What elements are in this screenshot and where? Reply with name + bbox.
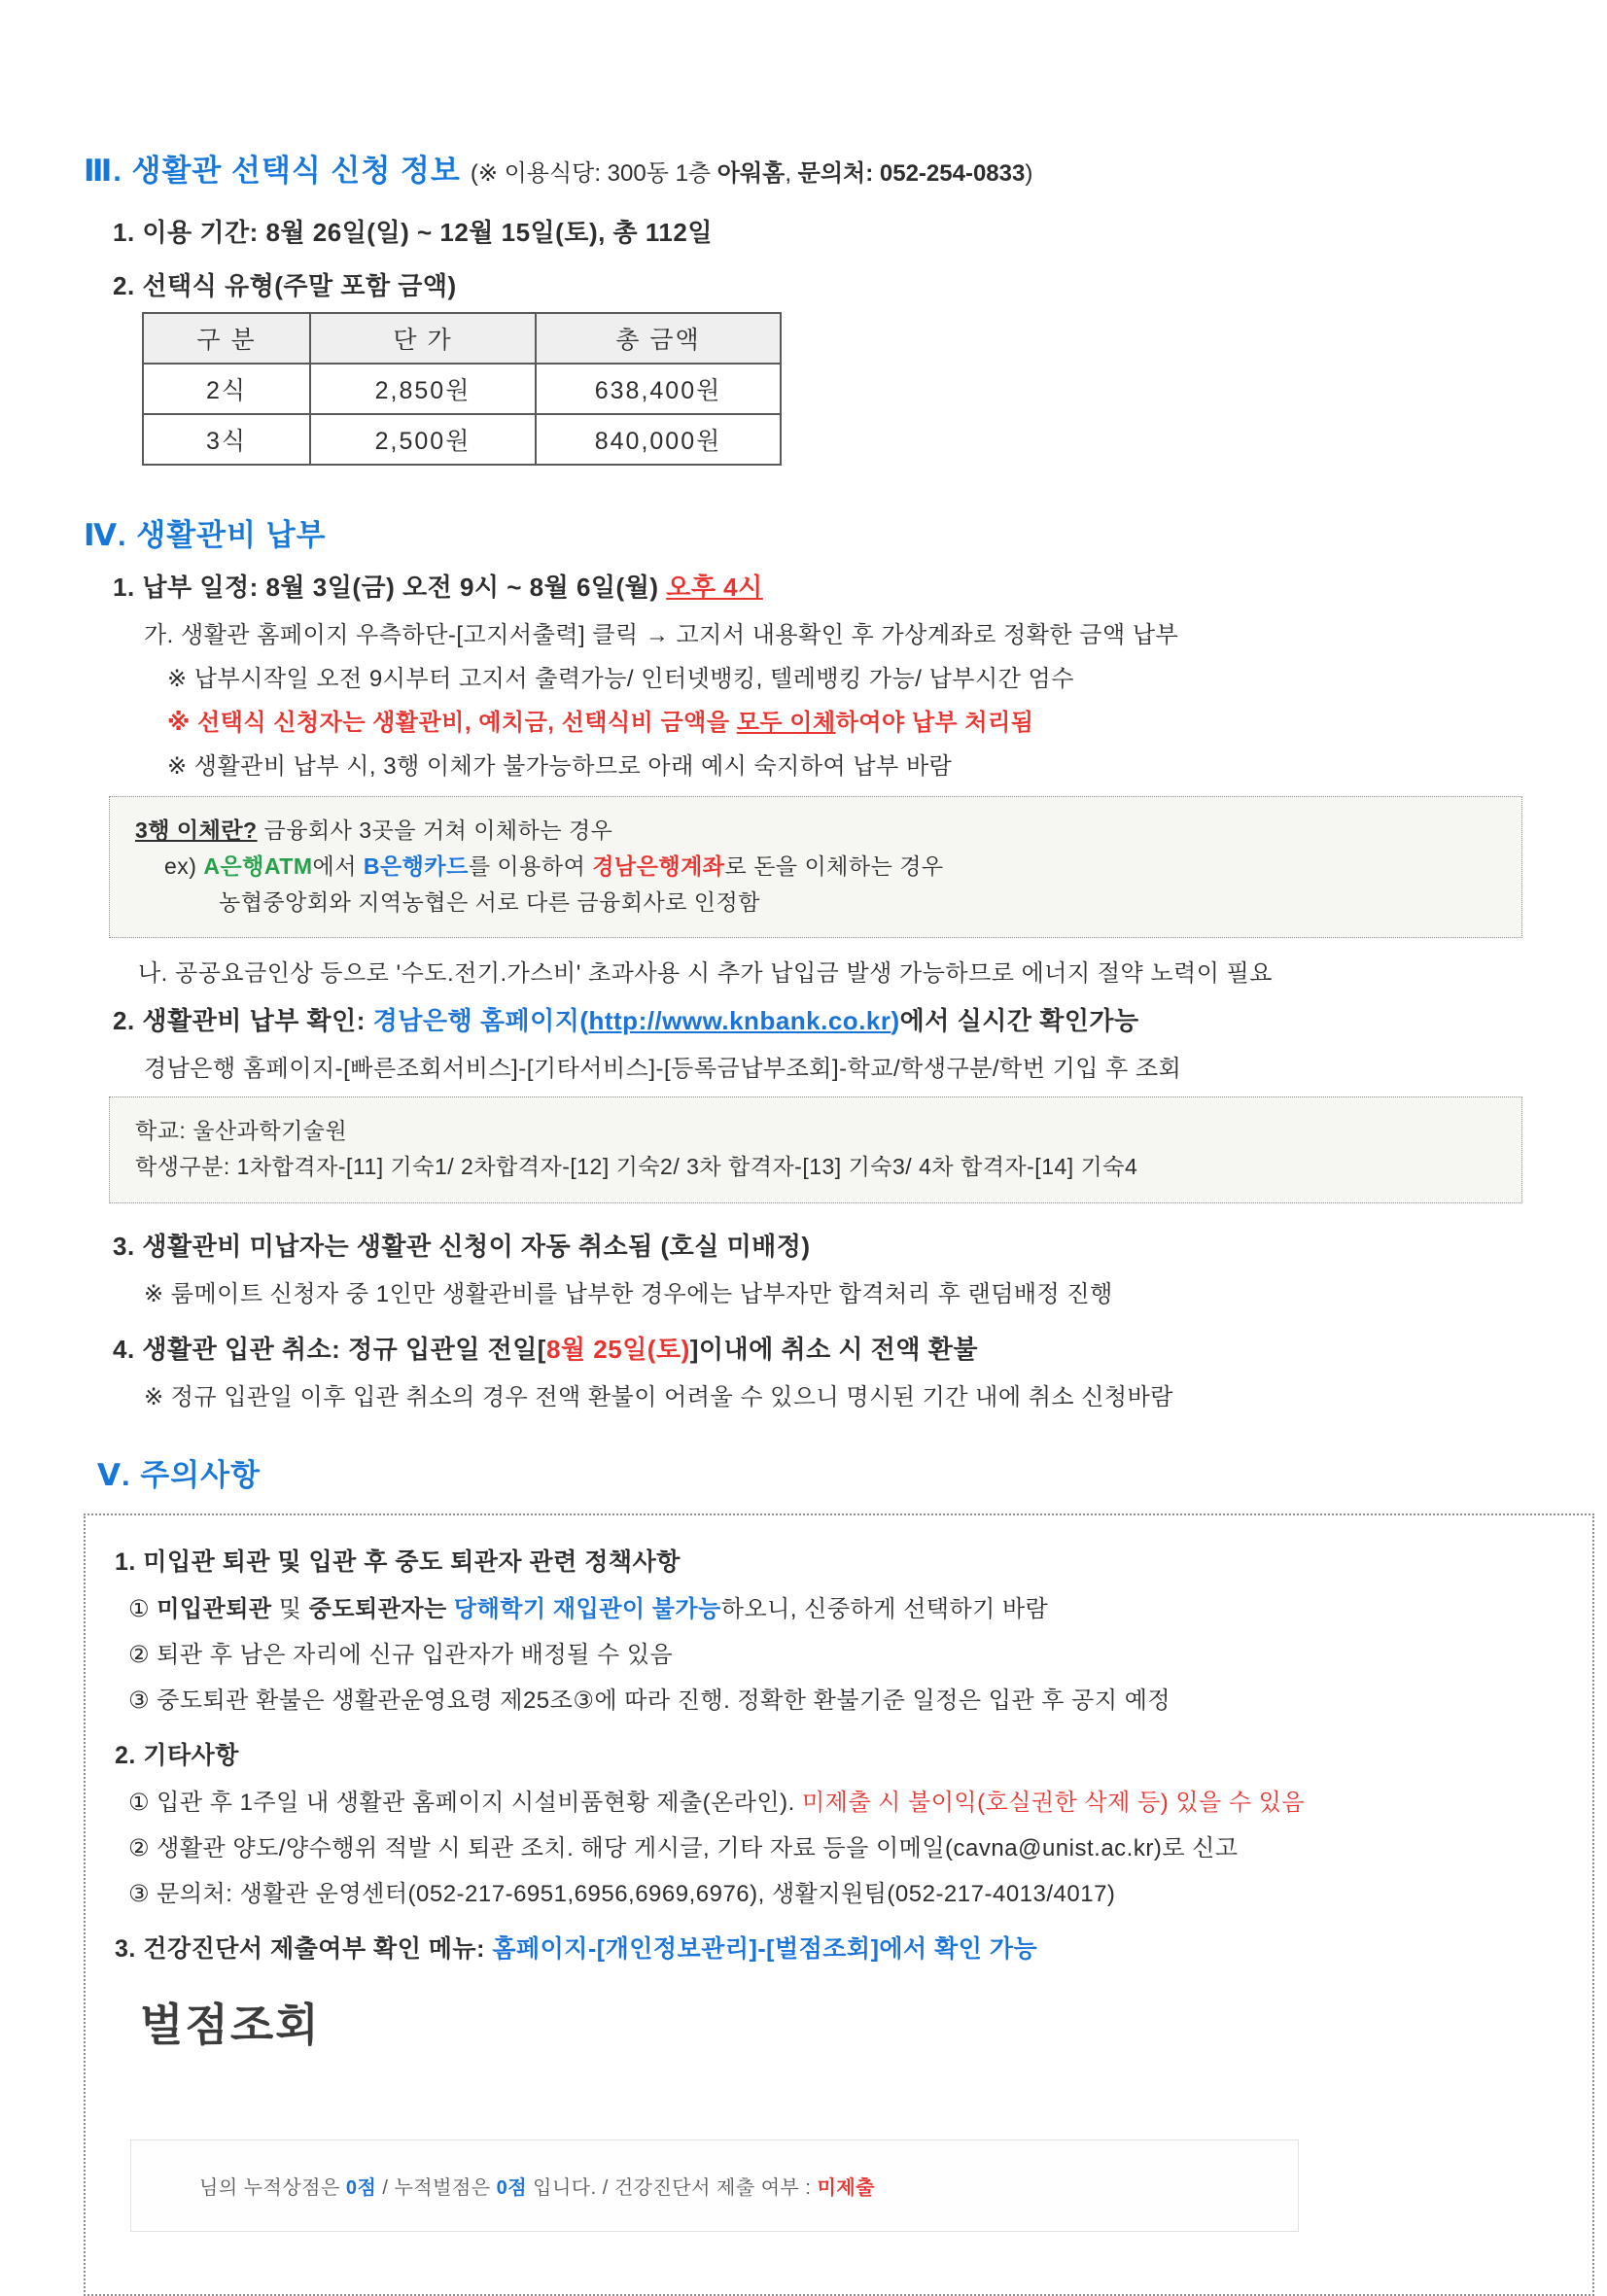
payment-check-item (113, 1001, 1568, 1037)
etc-sub-1 (128, 1783, 1573, 1817)
section3-note-close: ) (1025, 160, 1033, 187)
status-text-2: / 누적벌점은 (376, 2176, 497, 2199)
payment-schedule-text: 1. 납부 일정: 8월 3일(금) 오전 9시 ~ 8월 6일(월) (113, 573, 667, 602)
nonghyup-note-line: 농협중앙회와 지역농협은 서로 다른 금융회사로 인정함 (219, 888, 760, 915)
student-category-line: 학생구분: 1차합격자-[11] 기숙1/ 2차합격자-[12] 기숙2/ 3차 합격자-[13] 기숙3/ 4차 합격자-[14] 기숙4 (135, 1154, 1138, 1180)
transfer-definition-line (135, 813, 1496, 849)
contact-phone: 문의처: 052-254-0833 (797, 160, 1026, 187)
status-text-1: 님의 누적상점은 (199, 2176, 346, 2199)
col-header-total: 총 금액 (536, 313, 781, 364)
non-submission-penalty: 미제출 시 불이익(호실권한 삭제 등) 있을 수 있음 (801, 1789, 1306, 1816)
knbank-url-link[interactable]: http://www.knbank.co.kr (588, 1006, 891, 1036)
col-header-unit-price: 단 가 (310, 313, 536, 364)
status-text-3: 입니다. / 건강진단서 제출 여부 : (527, 2176, 818, 2199)
policy-sub-1 (128, 1589, 1573, 1623)
section5-title: Ⅴ. 주의사항 (97, 1457, 262, 1492)
cell-category: 3식 (143, 414, 310, 465)
payment-check-label: 2. 생활관비 납부 확인: (113, 1006, 373, 1036)
etc-sub-3: ③ 문의처: 생활관 운영센터(052-217-6951,6956,6969,6976), 생활지원팀(052-217-4013/4017) (128, 1880, 1116, 1907)
merit-points-value: 0점 (345, 2176, 377, 2199)
meal-price-table (142, 312, 782, 466)
penalty-points-value: 0점 (496, 2176, 528, 2199)
restaurant-name: 아워홈 (716, 160, 786, 187)
cell-total: 638,400원 (536, 364, 781, 414)
policy-sub-1-t2 (447, 1596, 454, 1622)
roommate-note: ※ 룸메이트 신청자 중 1인만 생활관비를 납부한 경우에는 납부자만 합격처리 후 랜덤배정 진행 (144, 1280, 1113, 1307)
auto-cancel-item: 3. 생활관비 미납자는 생활관 신청이 자동 취소됨 (호실 미배정) (113, 1231, 811, 1261)
policy-sub-2: ② 퇴관 후 남은 자리에 신규 입관자가 배정될 수 있음 (128, 1641, 674, 1668)
circ-1: ① (128, 1595, 157, 1622)
penalty-status-box (130, 2139, 1299, 2232)
col-header-category: 구 분 (143, 313, 310, 364)
bank-a-atm: A은행ATM (203, 852, 313, 879)
payment-note-2-suffix: 하여야 납부 처리됨 (835, 710, 1034, 736)
health-check-menu-path: 홈페이지-[개인정보관리]-[벌점조회]에서 확인 가능 (492, 1934, 1038, 1963)
cancel-deadline-date: 8월 25일(토) (545, 1334, 690, 1364)
knbank-site-close: ) (891, 1006, 900, 1036)
cancel-refund-item (113, 1330, 1568, 1366)
health-check-item (115, 1930, 1573, 1965)
payment-deadline-time: 오후 4시 (666, 573, 763, 602)
meal-type-item: 2. 선택식 유형(주말 포함 금액) (113, 271, 457, 300)
transfer-all-emphasis: 모두 이체 (736, 710, 836, 736)
payment-note-3: ※ 생활관비 납부 시, 3행 이체가 불가능하므로 아래 예시 숙지하여 납부 바람 (167, 753, 953, 780)
three-bank-transfer-box (109, 796, 1522, 938)
example-text-2: 를 이용하여 (468, 852, 593, 879)
refund-warning-note: ※ 정규 입관일 이후 입관 취소의 경우 전액 환불이 어려울 수 있으니 명시된 기간 내에 취소 신청바람 (144, 1383, 1173, 1410)
caution-outer-box (84, 1513, 1594, 2296)
table-row (143, 414, 781, 465)
usage-period-item: 1. 이용 기간: 8월 26일(일) ~ 12월 15일(토), 총 112일 (113, 218, 713, 247)
payment-note-2-text: ※ 선택식 신청자는 생활관비, 예치금, 선택식비 금액을 (167, 710, 737, 736)
example-text-1: 에서 (312, 852, 364, 879)
policy-sub-1-t3: 하오니, 신중하게 선택하기 바람 (720, 1595, 1049, 1622)
penalty-page-title: 벌점조회 (140, 1999, 321, 2050)
etc-sub-2: ② 생활관 양도/양수행위 적발 시 퇴관 조치. 해당 게시글, 기타 자료 등을 이메일(cavna@unist.ac.kr)로 신고 (128, 1834, 1239, 1861)
cell-unit-price: 2,850원 (310, 364, 536, 414)
section3-note-sep: , (785, 160, 798, 187)
knb-account: 경남은행계좌 (592, 852, 725, 879)
policy-sub-1-t1: 및 (271, 1595, 309, 1622)
section3-note (471, 154, 1033, 188)
transfer-example-line (135, 849, 1496, 885)
mid-leave-term: 중도퇴관자는 (308, 1595, 447, 1622)
transfer-definition-text: 금융회사 3곳을 거쳐 이체하는 경우 (257, 818, 613, 843)
payment-note-1: ※ 납부시작일 오전 9시부터 고지서 출력가능/ 인터넷뱅킹, 텔레뱅킹 가능/ 납부시간 엄수 (167, 666, 1074, 692)
example-prefix: ex) (164, 852, 204, 879)
section3-note-text: (※ 이용식당: 300동 1층 (470, 160, 717, 187)
cell-total: 840,000원 (536, 414, 781, 465)
health-check-label: 3. 건강진단서 제출여부 확인 메뉴: (115, 1934, 493, 1963)
school-line: 학교: 울산과학기술원 (135, 1118, 348, 1144)
transfer-term: 3행 이체란? (135, 818, 258, 843)
etc-item-title: 2. 기타사항 (115, 1741, 239, 1769)
etc-sub-1-text: ① 입관 후 1주일 내 생활관 홈페이지 시설비품현황 제출(온라인). (128, 1789, 802, 1816)
cancel-refund-suffix: ]이내에 취소 시 전액 환불 (689, 1334, 978, 1364)
health-form-status: 미제출 (817, 2176, 875, 2199)
cell-category: 2식 (143, 364, 310, 414)
knbank-menu-path: 경남은행 홈페이지-[빠른조회서비스]-[기타서비스]-[등록금납부조회]-학교/학생구분/학번 기입 후 조회 (144, 1056, 1182, 1083)
no-entry-term: 미입관퇴관 (157, 1595, 272, 1622)
knbank-site-label: 경남은행 홈페이지( (372, 1006, 589, 1036)
cell-unit-price: 2,500원 (310, 414, 536, 465)
reentry-impossible-emphasis: 당해학기 재입관이 불가능 (453, 1595, 721, 1622)
policy-sub-3: ③ 중도퇴관 환불은 생활관운영요령 제25조③에 따라 진행. 정확한 환불기준 일정은 입관 후 공지 예정 (128, 1687, 1171, 1714)
school-code-box (109, 1096, 1522, 1203)
payment-note-2 (167, 703, 1568, 737)
section3-title: Ⅲ. 생활관 선택식 신청 정보 (84, 154, 461, 188)
bank-b-card: B은행카드 (363, 852, 469, 879)
table-row (143, 364, 781, 414)
cancel-refund-text: 4. 생활관 입관 취소: 정규 입관일 전일[ (113, 1334, 546, 1364)
table-header-row (143, 313, 781, 364)
example-text-3: 로 돈을 이체하는 경우 (724, 852, 944, 879)
policy-item-title: 1. 미입관 퇴관 및 입관 후 중도 퇴관자 관련 정책사항 (115, 1548, 681, 1576)
line-na: 나. 공공요금인상 등으로 '수도.전기.가스비' 초과사용 시 추가 납입금 발생 가능하므로 에너지 절약 노력이 필요 (138, 960, 1273, 988)
section4-title: Ⅳ. 생활관비 납부 (84, 518, 327, 552)
payment-schedule-item (113, 568, 1568, 604)
payment-check-suffix: 에서 실시간 확인가능 (899, 1006, 1139, 1036)
section3-heading-row (84, 146, 1568, 190)
line-ga: 가. 생활관 홈페이지 우측하단-[고지서출력] 클릭 → 고지서 내용확인 후 가상계좌로 정확한 금액 납부 (144, 622, 1179, 648)
